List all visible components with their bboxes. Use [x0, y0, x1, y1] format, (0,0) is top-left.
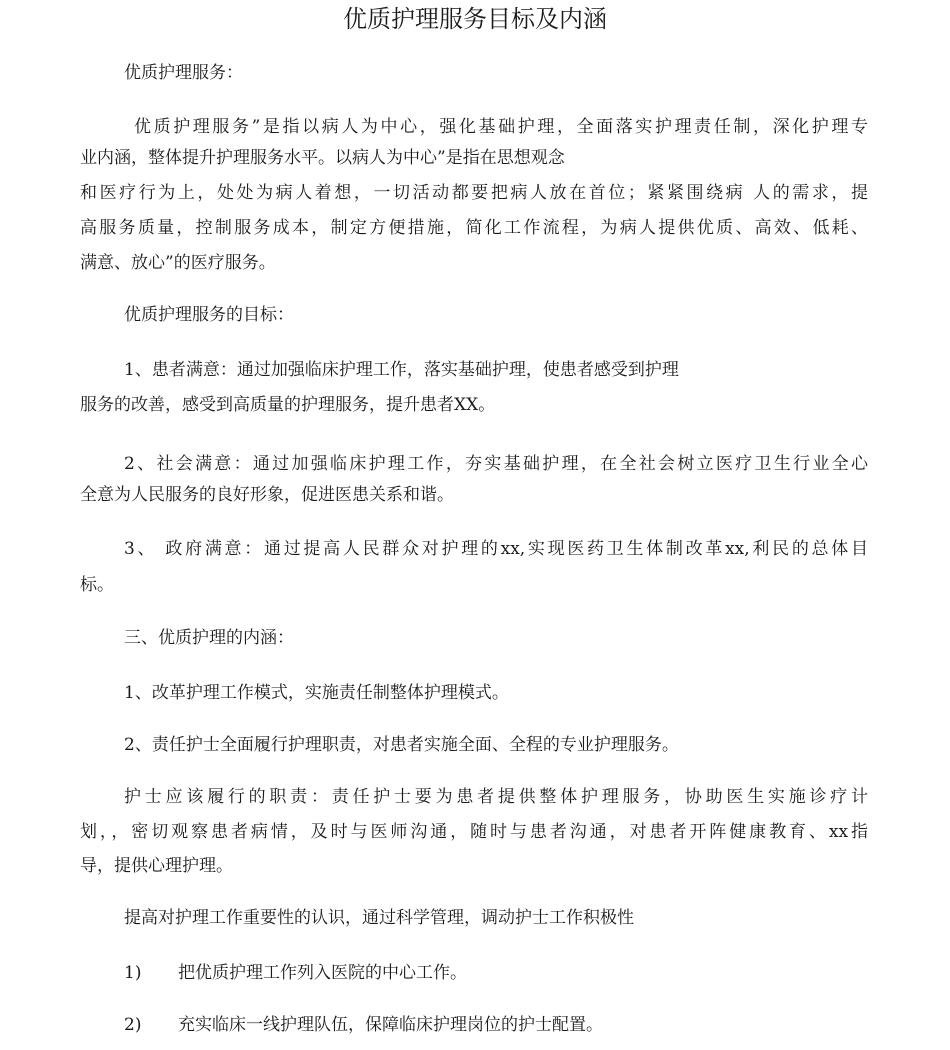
connotation-item-1: 1、改革护理工作模式，实施责任制整体护理模式。 — [124, 683, 509, 703]
duties-line: 划，，密切观察患者病情，及时与医师沟通，随时与患者沟通，对患者开阵健康教育、xx指 — [80, 822, 868, 842]
section-heading-goals: 优质护理服务的目标： — [124, 305, 294, 325]
paragraph-line: 业内涵，整体提升护理服务水平。以病人为中心”是指在思想观念 — [80, 148, 565, 168]
sub-item-text: 充实临床一线护理队伍，保障临床护理岗位的护士配置。 — [178, 1015, 603, 1035]
importance-line: 提高对护理工作重要性的认识，通过科学管理，调动护士工作积极性 — [124, 908, 634, 928]
goal-item-society: 2、社会满意：通过加强临床护理工作，夯实基础护理，在全社会树立医疗卫生行业全心 — [124, 454, 868, 474]
section-heading-connotation: 三、优质护理的内涵： — [124, 628, 294, 648]
goal-item-government-cont: 标。 — [80, 575, 114, 595]
duties-line: 护士应该履行的职责：责任护士要为患者提供整体护理服务，协助医生实施诊疗计 — [124, 787, 868, 807]
sub-item-number: 1) — [124, 963, 142, 983]
goal-item-patient-cont: 服务的改善，感受到高质量的护理服务，提升患者XX。 — [80, 395, 496, 415]
sub-item-number: 2) — [124, 1015, 142, 1035]
sub-item-text: 把优质护理工作列入医院的中心工作。 — [178, 963, 467, 983]
goal-item-government: 3、 政府满意：通过提高人民群众对护理的xx,实现医药卫生体制改革xx,利民的总体目 — [124, 539, 868, 559]
paragraph-line: 和医疗行为上，处处为病人着想，一切活动都要把病人放在首位；紧紧围绕病 人的需求，提 — [80, 183, 868, 203]
page-title: 优质护理服务目标及内涵 — [343, 5, 607, 33]
paragraph-line: 优质护理服务”是指以病人为中心，强化基础护理，全面落实护理责任制，深化护理专 — [134, 117, 868, 137]
paragraph-line: 高服务质量，控制服务成本，制定方便措施，简化工作流程，为病人提供优质、高效、低耗、 — [80, 218, 868, 238]
duties-line: 导，提供心理护理。 — [80, 856, 233, 876]
section-heading-service: 优质护理服务： — [124, 63, 243, 83]
connotation-item-2: 2、责任护士全面履行护理职责，对患者实施全面、全程的专业护理服务。 — [124, 735, 679, 755]
goal-item-society-cont: 全意为人民服务的良好形象，促进医患关系和谐。 — [80, 485, 454, 505]
goal-item-patient: 1、患者满意：通过加强临床护理工作，落实基础护理，使患者感受到护理 — [124, 360, 679, 380]
paragraph-line: 满意、放心”的医疗服务。 — [80, 253, 276, 273]
